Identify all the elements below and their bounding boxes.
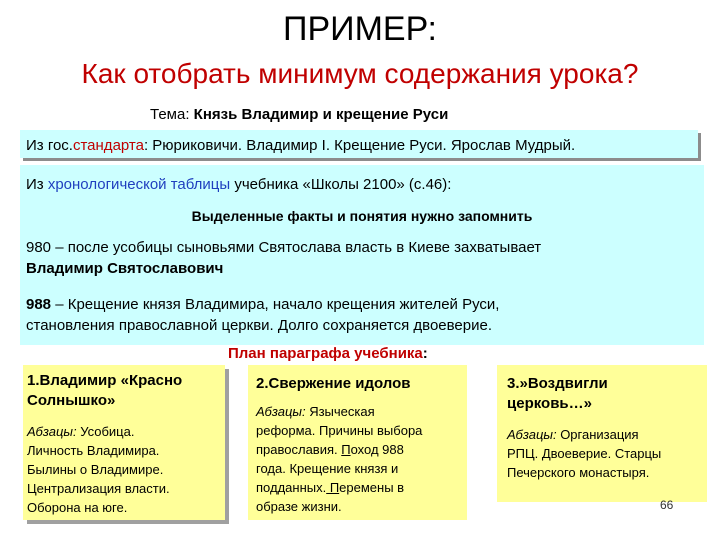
card-2-body-line2: реформа. Причины выбора: [256, 423, 423, 438]
slide-subtitle: Как отобрать минимум содержания урока?: [81, 58, 639, 89]
plan-title: [228, 345, 428, 362]
card-2-b5u: П: [326, 480, 340, 495]
entry-980-line2: Владимир Святославович: [26, 260, 224, 277]
card-1-title-line2: Солнышко»: [27, 392, 116, 409]
card-1-body-line3: Былины о Владимире.: [27, 462, 164, 477]
chronology-note: Выделенные факты и понятия нужно запомнить: [191, 208, 533, 224]
plan-title-colon: :: [422, 345, 428, 362]
card-2-body-line4: года. Крещение князя и: [256, 461, 399, 476]
standard-term: стандарта: [72, 137, 144, 154]
card-3-abz-label: Абзацы:: [507, 427, 557, 442]
card-2-b5b: еремены в: [339, 480, 405, 495]
topic-label: Тема:: [150, 106, 190, 123]
entry-980-line1: 980 – после усобицы сыновьями Святослава власть в Киеве захватывает: [26, 239, 542, 256]
plan-card-3: [497, 365, 707, 502]
card-1-body-line2: Личность Владимира.: [27, 443, 160, 458]
standard-prefix: Из гос.: [26, 137, 73, 154]
chronology-intro: [26, 176, 451, 193]
card-2-b3b: оход 988: [350, 442, 404, 457]
card-1-body-line1: [27, 422, 134, 441]
card-3-title-line1: 3.»Воздвигли: [507, 375, 608, 392]
slide-title: ПРИМЕР:: [283, 10, 437, 48]
plan-card-1: [23, 365, 225, 520]
card-2-b5a: подданных.: [256, 480, 327, 495]
topic-line: [150, 106, 448, 123]
card-3-body-line3: Печерского монастыря.: [507, 465, 650, 480]
card-2-b3a: православия.: [256, 442, 342, 457]
card-2-body-line5: [256, 478, 404, 497]
standard-box: [20, 130, 698, 158]
card-2-title-line1: 2.Свержение идолов: [256, 375, 411, 392]
card-1-b1: Усобица.: [76, 424, 135, 439]
entry-988-line1: [26, 296, 499, 313]
entry-988-text: – Крещение князя Владимира, начало крещения жителей Руси,: [51, 296, 500, 313]
entry-988-year: 988: [26, 296, 52, 313]
page-number: 66: [660, 498, 674, 512]
chronology-prefix: Из: [26, 176, 44, 193]
chronology-term: хронологической таблицы: [47, 176, 231, 193]
entry-988-line2: становления православной церкви. Долго сохраняется двоеверие.: [26, 317, 493, 334]
plan-card-2: [248, 365, 467, 520]
plan-title-text: План параграфа учебника: [228, 345, 423, 362]
card-1-body-line4: Централизация власти.: [27, 481, 170, 496]
card-3-body-line1: [507, 425, 639, 444]
card-2-abz-label: Абзацы:: [256, 404, 306, 419]
card-1-abz-label: Абзацы:: [27, 424, 77, 439]
card-1-body-line5: Оборона на юге.: [27, 500, 128, 515]
standard-text: : Рюриковичи. Владимир I. Крещение Руси. Ярослав Мудрый.: [143, 137, 576, 154]
card-2-b3u: П: [341, 442, 351, 457]
card-2-body-line6: образе жизни.: [256, 499, 342, 514]
topic-text: Князь Владимир и крещение Руси: [193, 106, 449, 123]
card-3-body-line2: РПЦ. Двоеверие. Старцы: [507, 446, 662, 461]
card-2-b1: Языческая: [305, 404, 375, 419]
card-2-body-line3: [256, 440, 404, 459]
card-1-title-line1: 1.Владимир «Красно: [27, 372, 183, 389]
chronology-suffix: учебника «Школы 2100» (с.46):: [234, 176, 452, 193]
card-3-b1: Организация: [556, 427, 639, 442]
card-3-title-line2: церковь…»: [507, 395, 592, 412]
card-2-body-line1: [256, 402, 375, 421]
chronology-box: [20, 165, 704, 345]
